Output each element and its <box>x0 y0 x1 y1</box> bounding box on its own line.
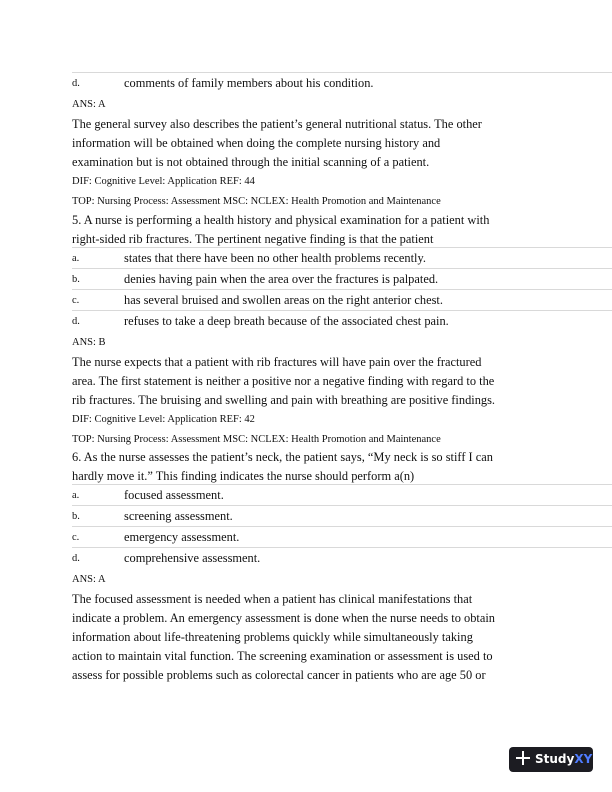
q5-option-b <box>72 268 612 290</box>
option-text: states that there have been no other health problems recently. <box>124 251 426 265</box>
q6-option-c <box>72 526 612 548</box>
q6-stem-line: 6. As the nurse assesses the patient’s neck, the patient says, “My neck is so stiff I can <box>72 450 493 464</box>
option-text: has several bruised and swollen areas on the right anterior chest. <box>124 293 443 307</box>
option-text: screening assessment. <box>124 509 233 523</box>
q5-option-a <box>72 247 612 269</box>
q6-rationale-line: action to maintain vital function. The screening examination or assessment is used to <box>72 649 493 663</box>
q6-stem-line: hardly move it.” This finding indicates the nurse should perform a(n) <box>72 469 415 483</box>
plus-icon <box>516 751 530 765</box>
q6-rationale-line: indicate a problem. An emergency assessment is done when the nurse needs to obtain <box>72 611 496 625</box>
option-letter: d. <box>72 78 80 89</box>
option-letter: b. <box>72 511 80 522</box>
studyxy-logo[interactable] <box>509 747 593 772</box>
option-text: refuses to take a deep breath because of the associated chest pain. <box>124 314 449 328</box>
logo-accent: XY <box>574 752 593 766</box>
q5-option-d <box>72 310 612 332</box>
q4-answer: ANS: A <box>72 99 106 110</box>
q5-topic: TOP: Nursing Process: Assessment MSC: NCLEX: Health Promotion and Maintenance <box>72 434 441 445</box>
option-text: emergency assessment. <box>124 530 240 544</box>
q4-rationale-line: examination but is not obtained through the initial scanning of a patient. <box>72 155 430 169</box>
option-letter: c. <box>72 532 80 543</box>
option-letter: d. <box>72 316 80 327</box>
q6-option-b <box>72 505 612 527</box>
q6-option-a <box>72 484 612 506</box>
option-text: focused assessment. <box>124 488 224 502</box>
logo-brand: Study <box>535 752 575 766</box>
q4-rationale-line: information will be obtained when doing the complete nursing history and <box>72 136 441 150</box>
logo-wordmark <box>535 752 592 766</box>
q5-answer: ANS: B <box>72 337 106 348</box>
q6-rationale-line: assess for possible problems such as colorectal cancer in patients who are age 50 or <box>72 668 486 682</box>
q6-rationale-line: information about life-threatening problems quickly while simultaneously taking <box>72 630 473 644</box>
q5-option-c <box>72 289 612 311</box>
q4-dif: DIF: Cognitive Level: Application REF: 44 <box>72 176 255 187</box>
q5-stem-line: 5. A nurse is performing a health history and physical examination for a patient with <box>72 213 490 227</box>
option-letter: d. <box>72 553 80 564</box>
option-text: comprehensive assessment. <box>124 551 261 565</box>
option-text: comments of family members about his condition. <box>124 76 374 90</box>
q4-option-d <box>72 72 612 94</box>
q5-rationale-line: area. The first statement is neither a positive nor a negative finding with regard to the <box>72 374 495 388</box>
q4-topic: TOP: Nursing Process: Assessment MSC: NCLEX: Health Promotion and Maintenance <box>72 196 441 207</box>
q5-dif: DIF: Cognitive Level: Application REF: 42 <box>72 414 255 425</box>
q5-rationale-line: rib fractures. The bruising and swelling and pain with breathing are positive findings. <box>72 393 496 407</box>
q6-rationale-line: The focused assessment is needed when a patient has clinical manifestations that <box>72 592 473 606</box>
option-text: denies having pain when the area over the fractures is palpated. <box>124 272 439 286</box>
q5-rationale-line: The nurse expects that a patient with rib fractures will have pain over the fractured <box>72 355 482 369</box>
q4-rationale-line: The general survey also describes the patient’s general nutritional status. The other <box>72 117 482 131</box>
q5-stem-line: right-sided rib fractures. The pertinent negative finding is that the patient <box>72 232 434 246</box>
q6-answer: ANS: A <box>72 574 106 585</box>
q6-option-d <box>72 547 612 569</box>
option-letter: b. <box>72 274 80 285</box>
option-letter: c. <box>72 295 80 306</box>
option-letter: a. <box>72 253 80 264</box>
option-letter: a. <box>72 490 80 501</box>
